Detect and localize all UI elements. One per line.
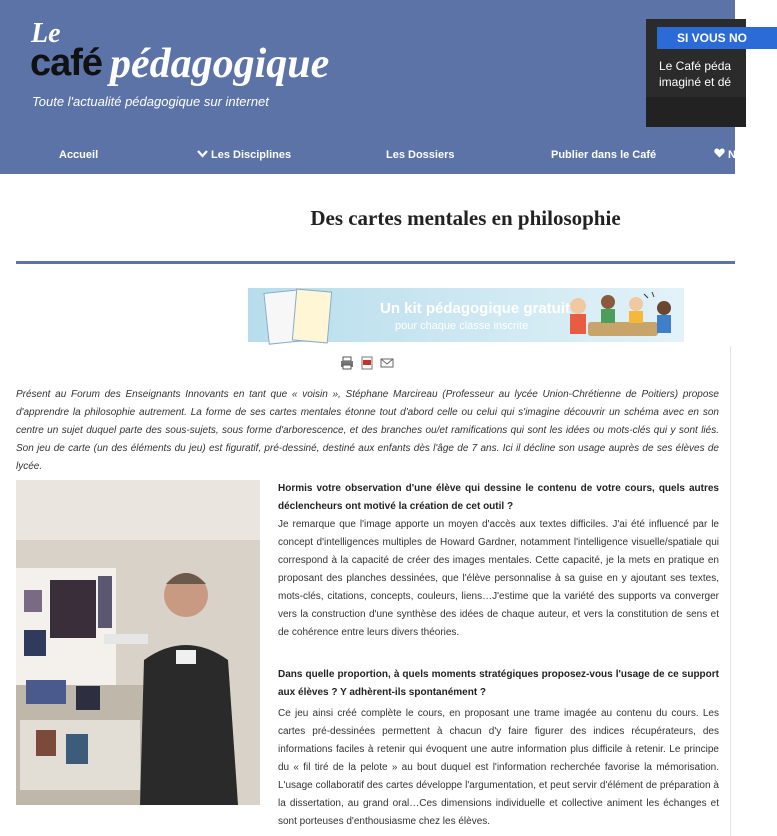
article-intro: Présent au Forum des Enseignants Innovants en tant que « voisin », Stéphane Marcireau (Professeur au lycée Union-Chrétienne de Poitiers) propose d'apprendre la philosophie autrement. La forme de ses cartes mentales étonne tout d'abord celle ou celui qui s'imagine découvrir un schéma avec en son centre un sujet duquel parte des sous-sujets, sous forme d'arborescence, et des branches ou/et ramifications qui sont les idées ou mots-clés qui y sont liés. Son jeu de carte (un des éléments du jeu) est figuratif, pré-dessiné, destiné aux enfants dès l'âge de 7 ans. Ici il décline son usage auprès de ses élèves de lycée. — [16, 389, 719, 472]
nav-item-label: Les Disciplines — [211, 149, 292, 161]
promo-dark-area — [646, 97, 746, 127]
nav-item-newsletter[interactable] — [714, 136, 736, 174]
nav-item-accueil[interactable] — [59, 136, 98, 174]
nav-item-dossiers[interactable] — [386, 136, 454, 174]
promo-box[interactable] — [646, 19, 746, 127]
nav-item-disciplines[interactable] — [197, 136, 291, 174]
nav-item-label: N — [728, 149, 736, 161]
nav-item-label: Les Dossiers — [386, 149, 455, 161]
nav-item-label: Accueil — [59, 149, 99, 161]
question-2: Dans quelle proportion, à quels moments stratégiques proposez-vous l'usage de ce support aux élèves ? Y adhèrent-ils spontanément ? — [278, 669, 719, 698]
pdf-icon[interactable] — [360, 356, 374, 370]
article-tools — [340, 356, 400, 372]
page-title: Des cartes mentales en philosophie — [310, 206, 621, 230]
chevron-down-icon — [197, 136, 208, 174]
logo-cafe[interactable]: café — [30, 42, 103, 84]
banner-title: Un kit pédagogique gratuit — [380, 300, 570, 317]
title-divider — [16, 261, 735, 264]
promo-line-1: Le Café péda — [659, 59, 732, 73]
content-border — [730, 346, 731, 836]
answer-1: Je remarque que l'image apporte un moyen d'accès aux textes difficiles. J'ai été influencé par le concept d'intelligences multiples de Howard Gardner, notamment l'intelligence visuelle/spatiale qui correspond à la capacité de créer des images mentales. Cette capacité, je la mets en pratique en proposant des planches dessinées, que l'élève personnalise à sa guise en y ajoutant ses textes, mots-clés, citations, concepts, couleurs, liens…J'estime que la variété des supports va converger vers la construction d'une synthèse des idées de chaque auteur, et vers la constitution de sens et de cohérence entre leurs divers théories. — [278, 519, 719, 638]
banner-subtitle: pour chaque classe inscrite — [395, 320, 529, 332]
heart-icon — [714, 136, 725, 174]
banner-children-illustration — [548, 288, 684, 342]
nav-item-publier[interactable] — [551, 136, 656, 174]
print-icon[interactable] — [340, 356, 354, 370]
site-header — [0, 0, 748, 136]
ad-banner[interactable] — [248, 288, 684, 342]
site-tagline: Toute l'actualité pédagogique sur internet — [32, 94, 269, 109]
question-1: Hormis votre observation d'une élève qui dessine le contenu de votre cours, quels autres déclencheurs ont motivé la création de cet outil ? — [278, 483, 719, 512]
article-photo — [16, 480, 260, 805]
email-icon[interactable] — [380, 356, 394, 370]
main-nav — [0, 136, 735, 174]
promo-line-2: imaginé et dé — [659, 75, 732, 89]
logo-pedagogique[interactable]: pédagogique — [110, 41, 330, 87]
banner-book-image — [292, 289, 332, 344]
promo-badge: SI VOUS NO — [657, 27, 777, 49]
nav-item-label: Publier dans le Café — [551, 149, 657, 161]
logo-le[interactable]: Le — [31, 18, 61, 49]
answer-2: Ce jeu ainsi créé complète le cours, en proposant une trame imagée au contenu du cours. Les cartes pré-dessinées permettent à chacun d'y faire figurer des indices récupérateurs, des informations faciles à retenir qui évoquent une autre information plus difficile à retenir. Le principe du « fil tiré de la pelote » au bout duquel est l'information recherchée favorise la mémorisation. L'usage collaboratif des cartes développe l'argumentation, et peut servir d'élément de préparation à la dissertation, au grand oral…Ces dimensions individuelle et collective animent les échanges et sont porteuses d'enthousiasme chez les élèves. — [278, 708, 719, 827]
